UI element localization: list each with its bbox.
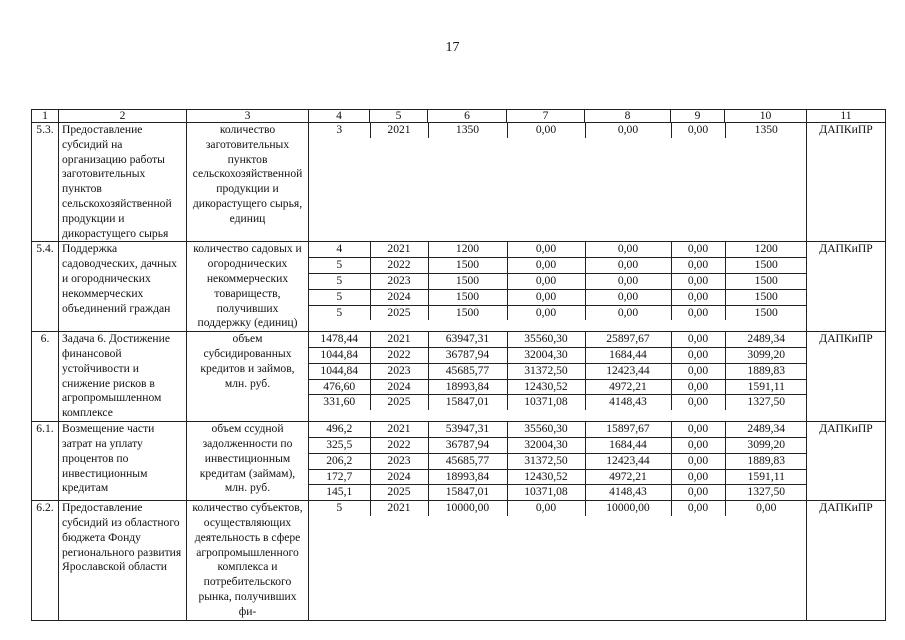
row-number: 5.3. [32, 123, 59, 242]
value-cell: 0,00 [671, 379, 725, 395]
year-cell: 2025 [370, 305, 428, 320]
year-row [309, 289, 807, 305]
value-cell: 4148,43 [585, 485, 671, 500]
year-cell: 2024 [370, 289, 428, 305]
year-row [309, 437, 807, 453]
value-cell: 18993,84 [428, 379, 507, 395]
year-row [309, 469, 807, 485]
value-cell: 1684,44 [585, 437, 671, 453]
value-cell: 63947,31 [428, 332, 507, 347]
row-executor: ДАПКиПР [807, 123, 886, 242]
row-indicator: количество субъектов, осуществляющих деятельность в сфере агропромышленного комплекса и потребительского рынка, получивших фи- [187, 501, 309, 620]
value-cell: 1500 [754, 305, 778, 319]
header-cell: 1 [32, 110, 59, 123]
value-cell: 1889,83 [725, 453, 807, 469]
program-table [31, 109, 886, 621]
year-row [309, 395, 807, 410]
header-cell: 2 [59, 110, 187, 123]
year-row [309, 347, 807, 363]
value-cell: 25897,67 [585, 332, 671, 347]
value-cell: 2489,34 [725, 422, 807, 437]
values-block [309, 501, 807, 620]
value-cell: 45685,77 [428, 453, 507, 469]
row-name: Поддержка садоводческих, дачных и огороднических некоммерческих объединений граждан [59, 242, 187, 332]
row-executor: ДАПКиПР [807, 501, 886, 620]
value-cell: 0,00 [507, 258, 585, 274]
value-cell: 0,00 [671, 453, 725, 469]
value-cell: 0,00 [671, 258, 725, 274]
value-cell: 15847,01 [428, 485, 507, 500]
year-cell: 2024 [370, 379, 428, 395]
values-table [309, 422, 807, 500]
value-cell: 1500 [725, 289, 807, 305]
header-cell: 11 [807, 110, 886, 123]
value-cell: 0,00 [507, 289, 585, 305]
value-cell: 4972,21 [585, 469, 671, 485]
row-name: Возмещение части затрат на уплату процентов по инвестиционным кредитам [59, 422, 187, 501]
value-cell: 0,00 [585, 123, 671, 138]
row-number: 6.2. [32, 501, 59, 620]
value-cell: 1500 [428, 305, 507, 320]
value-cell: 0,00 [671, 437, 725, 453]
value-cell: 3099,20 [725, 347, 807, 363]
year-cell: 2021 [370, 501, 428, 516]
value-cell: 10371,08 [507, 395, 585, 410]
year-cell: 2023 [370, 273, 428, 289]
value-cell: 1350 [754, 123, 778, 136]
page-number: 17 [445, 40, 460, 55]
year-cell: 2022 [370, 347, 428, 363]
header-cell: 10 [725, 110, 807, 123]
year-row [309, 501, 807, 516]
values-block [309, 422, 807, 501]
value-cell: 496,2 [309, 422, 370, 437]
value-cell: 1044,84 [309, 363, 370, 379]
value-cell: 5 [309, 289, 370, 305]
value-cell: 15847,01 [428, 395, 507, 410]
year-cell: 2021 [370, 422, 428, 437]
value-cell: 10000,00 [585, 501, 671, 516]
row-name: Предоставление субсидий из областного бюджета Фонду регионального развития Ярославской области [59, 501, 187, 620]
values-table [309, 501, 807, 516]
header-cell: 4 [309, 110, 370, 123]
table-row [32, 422, 886, 501]
value-cell: 5 [309, 273, 370, 289]
value-cell: 10000,00 [428, 501, 507, 516]
value-cell: 3 [309, 123, 370, 138]
value-cell: 145,1 [309, 485, 370, 500]
value-cell: 5 [309, 305, 370, 320]
value-cell: 0,00 [585, 258, 671, 274]
year-row [309, 379, 807, 395]
value-cell: 0,00 [507, 123, 585, 138]
year-row [309, 453, 807, 469]
value-cell: 0,00 [507, 305, 585, 320]
value-cell: 0,00 [507, 242, 585, 257]
year-cell: 2023 [370, 363, 428, 379]
values-block [309, 242, 807, 332]
value-cell: 1500 [428, 289, 507, 305]
value-cell: 1200 [725, 242, 807, 257]
value-cell: 0,00 [507, 273, 585, 289]
value-cell: 0,00 [671, 289, 725, 305]
value-cell: 1500 [725, 258, 807, 274]
value-cell: 1478,44 [309, 332, 370, 347]
row-number: 6.1. [32, 422, 59, 501]
header-cell: 9 [671, 110, 725, 123]
year-row [309, 273, 807, 289]
row-name: Задача 6. Достижение финансовой устойчивости и снижение рисков в агропромышленном комплексе [59, 332, 187, 422]
year-row [309, 485, 807, 500]
value-cell: 0,00 [671, 242, 725, 257]
year-cell: 2021 [370, 242, 428, 257]
value-cell: 0,00 [671, 422, 725, 437]
year-row [309, 332, 807, 347]
value-cell: 36787,94 [428, 347, 507, 363]
value-cell: 1684,44 [585, 347, 671, 363]
value-cell: 0,00 [671, 305, 725, 320]
value-cell: 0,00 [671, 363, 725, 379]
value-cell: 0,00 [507, 501, 585, 516]
table-row [32, 123, 886, 242]
year-cell: 2023 [370, 453, 428, 469]
value-cell: 1327,50 [747, 485, 786, 499]
value-cell: 12423,44 [585, 453, 671, 469]
values-block [309, 332, 807, 422]
value-cell: 15897,67 [585, 422, 671, 437]
value-cell: 12423,44 [585, 363, 671, 379]
year-row [309, 305, 807, 320]
value-cell: 0,00 [671, 485, 725, 500]
value-cell: 12430,52 [507, 469, 585, 485]
value-cell: 35560,30 [507, 422, 585, 437]
year-cell: 2025 [370, 395, 428, 410]
value-cell: 31372,50 [507, 363, 585, 379]
row-number: 6. [32, 332, 59, 422]
year-row [309, 123, 807, 138]
header-cell: 3 [187, 110, 309, 123]
value-cell: 0,00 [585, 289, 671, 305]
year-cell: 2021 [370, 123, 428, 138]
value-cell: 1327,50 [747, 395, 786, 409]
value-cell: 1200 [428, 242, 507, 257]
value-cell: 1500 [428, 258, 507, 274]
value-cell: 53947,31 [428, 422, 507, 437]
year-row [309, 363, 807, 379]
value-cell: 0,00 [671, 332, 725, 347]
value-cell: 45685,77 [428, 363, 507, 379]
value-cell: 206,2 [309, 453, 370, 469]
value-cell: 4 [309, 242, 370, 257]
value-cell: 0,00 [585, 273, 671, 289]
header-cell: 6 [428, 110, 507, 123]
values-table [309, 242, 807, 320]
value-cell: 0,00 [671, 469, 725, 485]
row-indicator: количество садовых и огороднических некоммерческих товариществ, получивших поддержку (единиц) [187, 242, 309, 332]
value-cell: 36787,94 [428, 437, 507, 453]
value-cell: 0,00 [585, 305, 671, 320]
header-cell: 5 [370, 110, 428, 123]
row-number: 5.4. [32, 242, 59, 332]
value-cell: 4148,43 [585, 395, 671, 410]
value-cell: 32004,30 [507, 437, 585, 453]
row-executor: ДАПКиПР [807, 332, 886, 422]
year-row [309, 422, 807, 437]
value-cell: 1889,83 [725, 363, 807, 379]
value-cell: 31372,50 [507, 453, 585, 469]
row-executor: ДАПКиПР [807, 422, 886, 501]
value-cell: 1350 [428, 123, 507, 138]
table-row [32, 332, 886, 422]
year-cell: 2024 [370, 469, 428, 485]
value-cell: 172,7 [309, 469, 370, 485]
row-indicator: объем ссудной задолженности по инвестиционным кредитам (займам), млн. руб. [187, 422, 309, 501]
value-cell: 35560,30 [507, 332, 585, 347]
year-row [309, 258, 807, 274]
value-cell: 4972,21 [585, 379, 671, 395]
value-cell: 0,00 [585, 242, 671, 257]
value-cell: 331,60 [309, 395, 370, 410]
row-indicator: количество заготовительных пунктов сельскохозяйственной продукции и дикорастущего сырья, единиц [187, 123, 309, 242]
value-cell: 1591,11 [725, 469, 807, 485]
value-cell: 5 [309, 258, 370, 274]
value-cell: 0,00 [756, 501, 777, 515]
year-cell: 2025 [370, 485, 428, 500]
value-cell: 3099,20 [725, 437, 807, 453]
table-row [32, 242, 886, 332]
value-cell: 325,5 [309, 437, 370, 453]
value-cell: 10371,08 [507, 485, 585, 500]
row-name: Предоставление субсидий на организацию работы заготовительных пунктов сельскохозяйственной продукции и дикорастущего сырья [59, 123, 187, 242]
value-cell: 32004,30 [507, 347, 585, 363]
year-cell: 2021 [370, 332, 428, 347]
values-table [309, 332, 807, 410]
value-cell: 0,00 [671, 273, 725, 289]
header-cell: 7 [507, 110, 585, 123]
table-row [32, 501, 886, 620]
value-cell: 1591,11 [725, 379, 807, 395]
year-cell: 2022 [370, 437, 428, 453]
year-cell: 2022 [370, 258, 428, 274]
value-cell: 12430,52 [507, 379, 585, 395]
value-cell: 1500 [428, 273, 507, 289]
row-executor: ДАПКиПР [807, 242, 886, 332]
header-cell: 8 [585, 110, 671, 123]
values-block [309, 123, 807, 242]
value-cell: 1500 [725, 273, 807, 289]
value-cell: 18993,84 [428, 469, 507, 485]
header-row [32, 110, 886, 123]
row-indicator: объем субсидированных кредитов и займов, млн. руб. [187, 332, 309, 422]
value-cell: 1044,84 [309, 347, 370, 363]
value-cell: 5 [309, 501, 370, 516]
value-cell: 0,00 [671, 347, 725, 363]
value-cell: 2489,34 [725, 332, 807, 347]
year-row [309, 242, 807, 257]
value-cell: 0,00 [671, 501, 725, 516]
value-cell: 0,00 [671, 123, 725, 138]
value-cell: 476,60 [309, 379, 370, 395]
values-table [309, 123, 807, 138]
value-cell: 0,00 [671, 395, 725, 410]
